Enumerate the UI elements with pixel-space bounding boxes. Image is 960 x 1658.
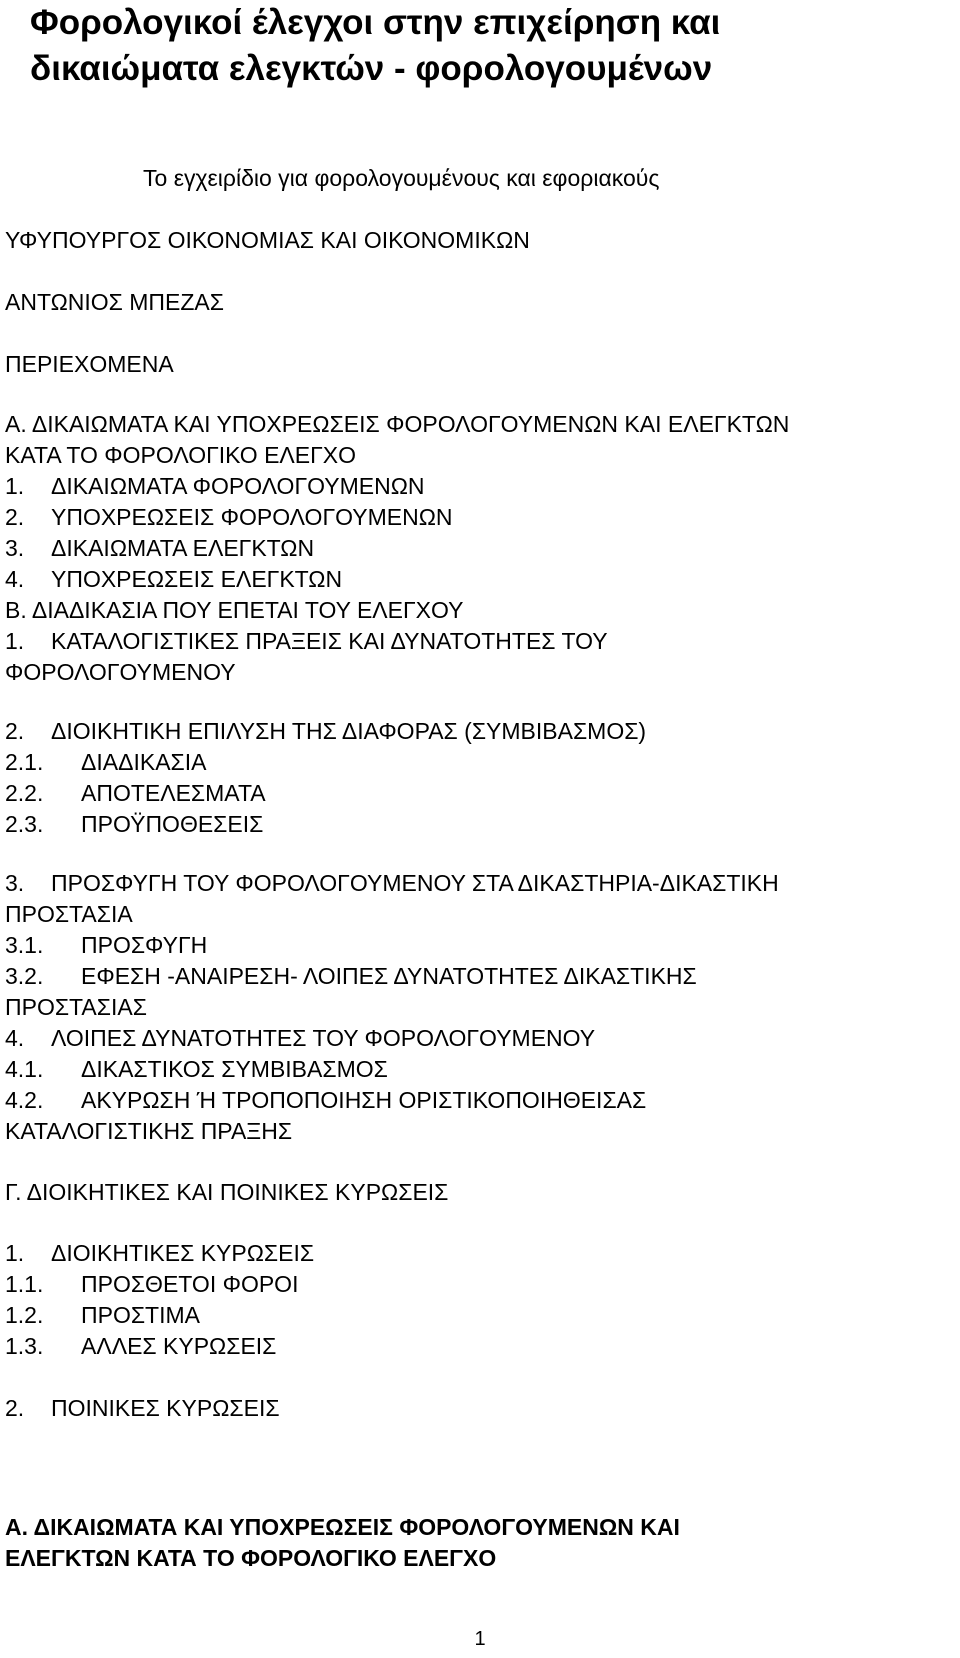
toc-item-b2-3 bbox=[5, 809, 263, 840]
toc-item-number: 1. bbox=[5, 473, 25, 499]
toc-item-number: 4.1. bbox=[5, 1056, 44, 1082]
toc-item-c1-1 bbox=[5, 1269, 298, 1300]
toc-item-number: 2. bbox=[5, 504, 25, 530]
document-subtitle: Το εγχειρίδιο για φορολογουμένους και εφοριακούς bbox=[143, 165, 660, 191]
toc-item-c1-2 bbox=[5, 1300, 200, 1331]
toc-item-b4-2 bbox=[5, 1085, 646, 1116]
toc-item-number: 1. bbox=[5, 1240, 25, 1266]
toc-item-b3 bbox=[5, 868, 779, 899]
toc-item-number: 2.1. bbox=[5, 749, 44, 775]
toc-item-text: ΔΙΚΑΙΩΜΑΤΑ ΦΟΡΟΛΟΓΟΥΜΕΝΩΝ bbox=[51, 473, 425, 499]
toc-item-b4-2-continued: ΚΑΤΑΛΟΓΙΣΤΙΚΗΣ ΠΡΑΞΗΣ bbox=[5, 1118, 293, 1144]
toc-item-text: ΔΙΚΑΙΩΜΑΤΑ ΕΛΕΓΚΤΩΝ bbox=[51, 535, 315, 561]
page-number: 1 bbox=[474, 1628, 486, 1650]
toc-item-number: 4. bbox=[5, 1025, 25, 1051]
contents-heading: ΠΕΡΙΕΧΟΜΕΝΑ bbox=[5, 351, 174, 377]
toc-item-number: 2. bbox=[5, 718, 25, 744]
toc-item-number: 1.2. bbox=[5, 1302, 44, 1328]
toc-item-a2 bbox=[5, 502, 453, 533]
toc-item-number: 2.3. bbox=[5, 811, 44, 837]
toc-item-text: ΠΡΟΫΠΟΘΕΣΕΙΣ bbox=[81, 811, 264, 837]
toc-item-text: ΠΟΙΝΙΚΕΣ ΚΥΡΩΣΕΙΣ bbox=[51, 1395, 280, 1421]
toc-item-c2 bbox=[5, 1393, 280, 1424]
document-title bbox=[30, 0, 950, 92]
toc-section-a-line-2: ΚΑΤΑ ΤΟ ΦΟΡΟΛΟΓΙΚΟ ΕΛΕΓΧΟ bbox=[5, 442, 357, 468]
toc-item-b3-2 bbox=[5, 961, 697, 992]
toc-item-number: 3. bbox=[5, 870, 25, 896]
toc-item-number: 1.1. bbox=[5, 1271, 44, 1297]
toc-item-number: 1.3. bbox=[5, 1333, 44, 1359]
toc-item-b3-continued: ΠΡΟΣΤΑΣΙΑ bbox=[5, 901, 133, 927]
toc-item-number: 3. bbox=[5, 535, 25, 561]
toc-item-number: 2.2. bbox=[5, 780, 44, 806]
toc-item-number: 1. bbox=[5, 628, 25, 654]
ministry-line: ΥΦΥΠΟΥΡΓΟΣ ΟΙΚΟΝΟΜΙΑΣ ΚΑΙ ΟΙΚΟΝΟΜΙΚΩΝ bbox=[5, 227, 530, 253]
toc-item-b2-2 bbox=[5, 778, 266, 809]
toc-section-c: Γ. ΔΙΟΙΚΗΤΙΚΕΣ ΚΑΙ ΠΟΙΝΙΚΕΣ ΚΥΡΩΣΕΙΣ bbox=[5, 1179, 449, 1205]
document-title-line-2: δικαιώματα ελεγκτών - φορολογουμένων bbox=[30, 49, 713, 88]
toc-item-b4 bbox=[5, 1023, 595, 1054]
toc-item-text: ΠΡΟΣΘΕΤΟΙ ΦΟΡΟΙ bbox=[81, 1271, 299, 1297]
toc-item-b2-1 bbox=[5, 747, 206, 778]
toc-item-text: ΑΛΛΕΣ ΚΥΡΩΣΕΙΣ bbox=[81, 1333, 277, 1359]
toc-item-b1 bbox=[5, 626, 608, 657]
toc-item-b3-2-continued: ΠΡΟΣΤΑΣΙΑΣ bbox=[5, 994, 147, 1020]
toc-item-text: ΥΠΟΧΡΕΩΣΕΙΣ ΕΛΕΓΚΤΩΝ bbox=[51, 566, 343, 592]
toc-item-number: 4. bbox=[5, 566, 25, 592]
toc-item-b3-1 bbox=[5, 930, 207, 961]
toc-item-text: ΛΟΙΠΕΣ ΔΥΝΑΤΟΤΗΤΕΣ ΤΟΥ ΦΟΡΟΛΟΓΟΥΜΕΝΟΥ bbox=[51, 1025, 596, 1051]
toc-item-b2 bbox=[5, 716, 646, 747]
toc-section-a-line-1: Α. ΔΙΚΑΙΩΜΑΤΑ ΚΑΙ ΥΠΟΧΡΕΩΣΕΙΣ ΦΟΡΟΛΟΓΟΥΜΕΝΩΝ ΚΑΙ ΕΛΕΓΚΤΩΝ bbox=[5, 411, 790, 437]
toc-item-text: ΑΚΥΡΩΣΗ Ή ΤΡΟΠΟΠΟΙΗΣΗ ΟΡΙΣΤΙΚΟΠΟΙΗΘΕΙΣΑΣ bbox=[81, 1087, 647, 1113]
toc-item-text: ΥΠΟΧΡΕΩΣΕΙΣ ΦΟΡΟΛΟΓΟΥΜΕΝΩΝ bbox=[51, 504, 453, 530]
document-title-line-1: Φορολογικοί έλεγχοι στην επιχείρηση και bbox=[30, 3, 721, 42]
toc-section-b: Β. ΔΙΑΔΙΚΑΣΙΑ ΠΟΥ ΕΠΕΤΑΙ ΤΟΥ ΕΛΕΓΧΟΥ bbox=[5, 597, 464, 623]
section-heading-line-1: Α. ΔΙΚΑΙΩΜΑΤΑ ΚΑΙ ΥΠΟΧΡΕΩΣΕΙΣ ΦΟΡΟΛΟΓΟΥΜΕΝΩΝ ΚΑΙ bbox=[5, 1514, 680, 1540]
toc-item-a1 bbox=[5, 471, 425, 502]
toc-item-a4 bbox=[5, 564, 342, 595]
toc-item-text: ΔΙΟΙΚΗΤΙΚΕΣ ΚΥΡΩΣΕΙΣ bbox=[51, 1240, 315, 1266]
toc-item-number: 3.1. bbox=[5, 932, 44, 958]
toc-item-number: 3.2. bbox=[5, 963, 44, 989]
toc-item-c1-3 bbox=[5, 1331, 276, 1362]
toc-item-text: ΚΑΤΑΛΟΓΙΣΤΙΚΕΣ ΠΡΑΞΕΙΣ ΚΑΙ ΔΥΝΑΤΟΤΗΤΕΣ ΤΟΥ bbox=[51, 628, 608, 654]
toc-item-b1-continued: ΦΟΡΟΛΟΓΟΥΜΕΝΟΥ bbox=[5, 659, 236, 685]
toc-item-text: ΠΡΟΣΦΥΓΗ bbox=[81, 932, 208, 958]
author-line: ΑΝΤΩΝΙΟΣ ΜΠΕΖΑΣ bbox=[5, 289, 224, 315]
toc-item-text: ΔΙΚΑΣΤΙΚΟΣ ΣΥΜΒΙΒΑΣΜΟΣ bbox=[81, 1056, 388, 1082]
toc-item-b4-1 bbox=[5, 1054, 388, 1085]
toc-item-text: ΔΙΑΔΙΚΑΣΙΑ bbox=[81, 749, 207, 775]
toc-item-number: 2. bbox=[5, 1395, 25, 1421]
toc-item-c1 bbox=[5, 1238, 314, 1269]
toc-item-text: ΔΙΟΙΚΗΤΙΚΗ ΕΠΙΛΥΣΗ ΤΗΣ ΔΙΑΦΟΡΑΣ (ΣΥΜΒΙΒΑΣΜΟΣ) bbox=[51, 718, 647, 744]
toc-item-number: 4.2. bbox=[5, 1087, 44, 1113]
toc-item-a3 bbox=[5, 533, 314, 564]
toc-item-text: ΕΦΕΣΗ -ΑΝΑΙΡΕΣΗ- ΛΟΙΠΕΣ ΔΥΝΑΤΟΤΗΤΕΣ ΔΙΚΑΣΤΙΚΗΣ bbox=[81, 963, 697, 989]
section-heading-line-2: ΕΛΕΓΚΤΩΝ ΚΑΤΑ ΤΟ ΦΟΡΟΛΟΓΙΚΟ ΕΛΕΓΧΟ bbox=[5, 1545, 497, 1571]
toc-item-text: ΠΡΟΣΦΥΓΗ ΤΟΥ ΦΟΡΟΛΟΓΟΥΜΕΝΟΥ ΣΤΑ ΔΙΚΑΣΤΗΡΙΑ-ΔΙΚΑΣΤΙΚΗ bbox=[51, 870, 779, 896]
toc-item-text: ΑΠΟΤΕΛΕΣΜΑΤΑ bbox=[81, 780, 266, 806]
toc-item-text: ΠΡΟΣΤΙΜΑ bbox=[81, 1302, 200, 1328]
